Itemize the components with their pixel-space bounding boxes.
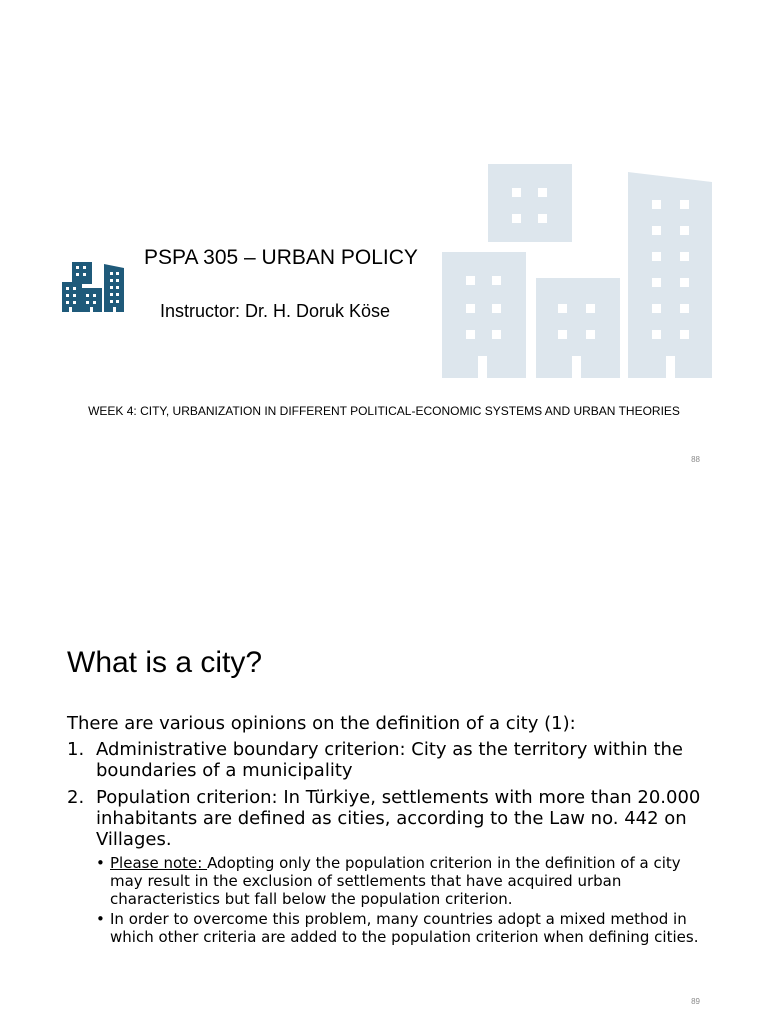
- week-subtitle: WEEK 4: CITY, URBANIZATION IN DIFFERENT POLITICAL-ECONOMIC SYSTEMS AND URBAN THEORIES: [88, 404, 680, 418]
- sub-bullet-item: [96, 910, 707, 946]
- list-item: [67, 787, 707, 946]
- note-emphasis: Please note:: [110, 854, 208, 872]
- instructor-name: Instructor: Dr. H. Doruk Köse: [160, 301, 391, 321]
- page-number: 89: [691, 997, 700, 1006]
- course-title: PSPA 305 – URBAN POLICY: [144, 246, 418, 269]
- sub-bullet-text: Adopting only the population criterion in the definition of a city may result in the exclusion of settlements that have acquired urban characteristics but fall below the population criterion.: [110, 854, 681, 908]
- page-number: 88: [691, 455, 700, 464]
- background-buildings-icon: [440, 164, 716, 378]
- list-item-text: Population criterion: In Türkiye, settlements with more than 20.000 inhabitants are defined as cities, according to the Law no. 442 on Villages.: [96, 787, 701, 850]
- criteria-list: [67, 739, 707, 946]
- intro-text: There are various opinions on the definition of a city (1):: [67, 713, 576, 734]
- city-buildings-icon: [60, 262, 126, 312]
- sub-bullet-item: [96, 854, 707, 908]
- list-number: 2.: [67, 787, 85, 808]
- bullet-mark: •: [96, 910, 105, 928]
- sub-bullet-text: In order to overcome this problem, many countries adopt a mixed method in which other criteria are added to the population criterion when defining cities.: [110, 910, 699, 946]
- content-slide: [0, 512, 768, 1024]
- slide-heading: What is a city?: [67, 646, 263, 679]
- bullet-mark: •: [96, 854, 105, 872]
- list-number: 1.: [67, 739, 85, 760]
- slide-body: [67, 713, 707, 952]
- list-item: [67, 739, 707, 781]
- list-item-text: Administrative boundary criterion: City as the territory within the boundaries of a municipality: [96, 739, 683, 781]
- sub-bullet-list: [96, 854, 707, 946]
